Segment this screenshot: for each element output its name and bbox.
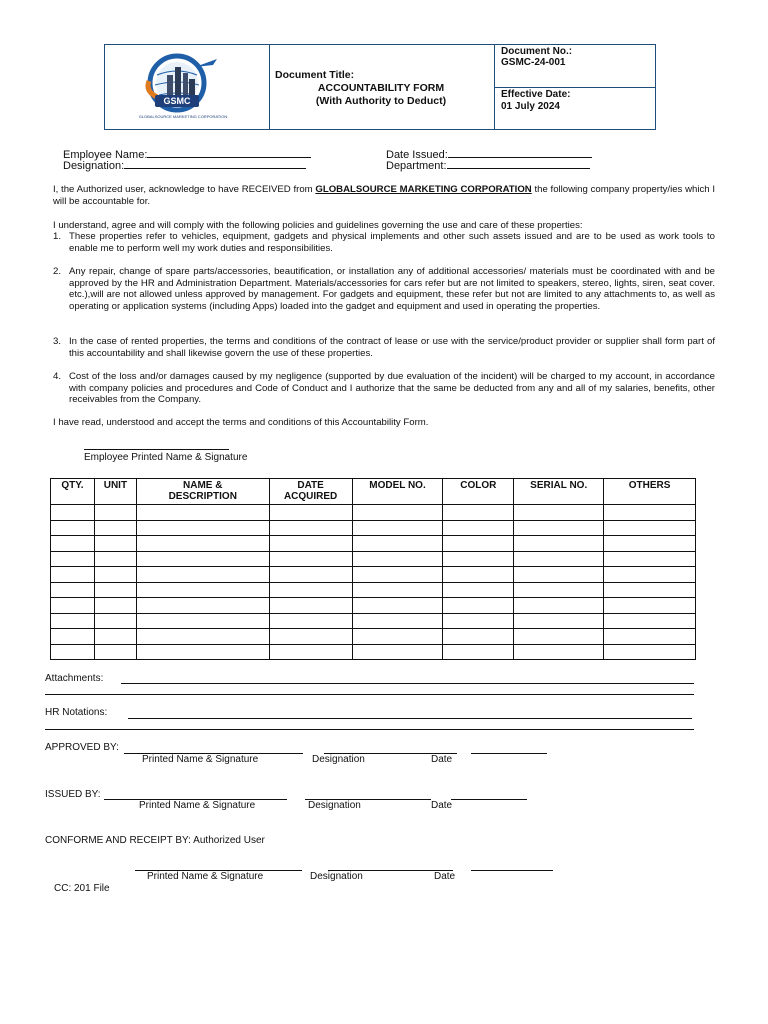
table-cell[interactable] [269, 567, 352, 583]
column-header: UNIT [94, 479, 136, 505]
company-logo [105, 45, 269, 129]
logo-subtext: GLOBALSOURCE MARKETING CORPORATION [138, 114, 228, 119]
table-cell[interactable] [51, 598, 95, 614]
column-header: SERIAL NO. [514, 479, 604, 505]
table-cell[interactable] [136, 551, 269, 567]
doc-no-label: Document No.: [501, 46, 573, 57]
column-header: NAME & DESCRIPTION [136, 479, 269, 505]
table-cell[interactable] [604, 536, 696, 552]
conforme-label: CONFORME AND RECEIPT BY: Authorized User [45, 835, 265, 846]
table-cell[interactable] [269, 505, 352, 521]
table-cell[interactable] [514, 536, 604, 552]
effective-date-value: 01 July 2024 [501, 101, 560, 112]
attachments-line-2[interactable] [45, 694, 694, 695]
table-cell[interactable] [136, 613, 269, 629]
understand-paragraph: I understand, agree and will comply with the following policies and guidelines governing the use and care of these properties: [53, 220, 583, 231]
approved-date-line[interactable] [471, 753, 547, 754]
table-cell[interactable] [352, 567, 443, 583]
table-cell[interactable] [269, 520, 352, 536]
table-cell[interactable] [352, 520, 443, 536]
table-cell[interactable] [443, 644, 514, 660]
issued-designation-caption: Designation [308, 800, 361, 811]
table-row [51, 520, 696, 536]
table-row [51, 551, 696, 567]
table-cell[interactable] [604, 551, 696, 567]
conforme-date-line[interactable] [471, 870, 553, 871]
approved-printed-name-caption: Printed Name & Signature [142, 754, 259, 765]
table-cell[interactable] [443, 536, 514, 552]
approved-date-caption: Date [431, 754, 453, 765]
policy-item-2: 2. Any repair, change of spare parts/accessories, beautification, or installation any of additional accessories/ materials must be coordinated with and be approved by the HR and Administration Department. Materials/accessories for cars refer but are not limited to speakers, stereo, lights, siren, seat cover. etc.),will are not allowed unless approved by management. For gadgets and equipment, these refer but not are limited to any attachments to, as well as operating or application systems (including Apps) loaded into the gadget and equipment and used in operating the properties. [53, 266, 715, 312]
logo-cell [105, 45, 270, 129]
doc-no-value: GSMC-24-001 [501, 57, 566, 68]
conforme-printed-name-caption: Printed Name & Signature [147, 871, 264, 882]
column-header: MODEL NO. [352, 479, 443, 505]
policy-item-4: 4. Cost of the loss and/or damages caused by my negligence (supported by due evaluation of the incident) will be charged to my account, in accordance with company policies and procedures and Code of Conduct and I authorize that the same be deducted from any and all of my salaries, benefits, other receivables from the Company. [53, 371, 715, 405]
logo-text: GSMC [163, 96, 191, 106]
table-cell[interactable] [604, 598, 696, 614]
table-cell[interactable] [352, 613, 443, 629]
table-cell[interactable] [604, 582, 696, 598]
table-cell[interactable] [443, 505, 514, 521]
table-cell[interactable] [443, 520, 514, 536]
table-cell[interactable] [94, 598, 136, 614]
table-cell[interactable] [443, 551, 514, 567]
table-cell[interactable] [443, 629, 514, 645]
table-cell[interactable] [136, 598, 269, 614]
table-cell[interactable] [604, 644, 696, 660]
column-header: QTY. [51, 479, 95, 505]
table-cell[interactable] [269, 613, 352, 629]
policy-item-1: 1. These properties refer to vehicles, equipment, gadgets and physical implements and other such assets issued and are to be used as work tools to enable me to perform well my work duties and responsibilities. [53, 231, 715, 254]
table-cell[interactable] [94, 613, 136, 629]
table-cell[interactable] [352, 505, 443, 521]
table-cell[interactable] [352, 551, 443, 567]
issued-date-line[interactable] [451, 799, 527, 800]
table-cell[interactable] [51, 613, 95, 629]
table-cell[interactable] [269, 644, 352, 660]
table-cell[interactable] [514, 629, 604, 645]
table-cell[interactable] [136, 536, 269, 552]
table-cell[interactable] [269, 598, 352, 614]
hr-notations-label: HR Notations: [45, 707, 108, 718]
table-row [51, 629, 696, 645]
document-header [104, 44, 656, 130]
intro-paragraph: I, the Authorized user, acknowledge to have RECEIVED from GLOBALSOURCE MARKETING CORPORATION the following company property/ies which I will be accountable for. [53, 184, 716, 207]
table-cell[interactable] [51, 567, 95, 583]
policy-item-3: 3. In the case of rented properties, the terms and conditions of the contract of lease or use with the service/product provider or supplier shall form part of this accountability and shall likewise govern the use of these properties. [53, 336, 715, 359]
cc-note: CC: 201 File [54, 883, 110, 894]
table-cell[interactable] [352, 644, 443, 660]
table-cell[interactable] [604, 629, 696, 645]
table-cell[interactable] [94, 505, 136, 521]
table-cell[interactable] [94, 629, 136, 645]
column-header: DATE ACQUIRED [269, 479, 352, 505]
doc-title: ACCOUNTABILITY FORM [317, 82, 445, 94]
effective-date-label: Effective Date: [501, 89, 571, 100]
table-cell[interactable] [51, 505, 95, 521]
table-cell[interactable] [514, 505, 604, 521]
table-cell[interactable] [136, 644, 269, 660]
attachments-label: Attachments: [45, 673, 104, 684]
table-cell[interactable] [514, 613, 604, 629]
read-statement: I have read, understood and accept the terms and conditions of this Accountability Form. [53, 417, 429, 428]
table-cell[interactable] [51, 551, 95, 567]
table-cell[interactable] [51, 644, 95, 660]
department-label: Department: [386, 160, 447, 172]
issued-by-label: ISSUED BY: [45, 789, 101, 800]
table-cell[interactable] [604, 613, 696, 629]
table-row [51, 536, 696, 552]
table-row [51, 613, 696, 629]
table-row [51, 598, 696, 614]
table-cell[interactable] [136, 629, 269, 645]
table-cell[interactable] [604, 505, 696, 521]
table-row [51, 505, 696, 521]
table-cell[interactable] [443, 613, 514, 629]
table-cell[interactable] [604, 567, 696, 583]
conforme-date-caption: Date [434, 871, 456, 882]
date-issued-label: Date Issued: [386, 149, 448, 161]
approved-designation-caption: Designation [312, 754, 365, 765]
table-cell[interactable] [94, 536, 136, 552]
table-cell[interactable] [94, 582, 136, 598]
table-cell[interactable] [94, 567, 136, 583]
attachments-line-1[interactable] [121, 683, 694, 684]
table-cell[interactable] [352, 582, 443, 598]
designation-field[interactable] [63, 159, 306, 172]
table-cell[interactable] [352, 598, 443, 614]
issued-date-caption: Date [431, 800, 453, 811]
table-row [51, 582, 696, 598]
table-cell[interactable] [51, 582, 95, 598]
column-header: COLOR [443, 479, 514, 505]
table-header-row [51, 479, 696, 505]
table-row [51, 567, 696, 583]
table-cell[interactable] [514, 551, 604, 567]
table-cell[interactable] [269, 629, 352, 645]
table-cell[interactable] [443, 582, 514, 598]
doc-subtitle: (With Authority to Deduct) [315, 95, 447, 107]
table-cell[interactable] [514, 598, 604, 614]
table-cell[interactable] [136, 567, 269, 583]
table-cell[interactable] [51, 629, 95, 645]
table-cell[interactable] [136, 520, 269, 536]
table-cell[interactable] [352, 536, 443, 552]
doc-title-label: Document Title: [275, 69, 355, 81]
issued-printed-name-caption: Printed Name & Signature [139, 800, 256, 811]
company-name: GLOBALSOURCE MARKETING CORPORATION [315, 184, 532, 195]
table-cell[interactable] [269, 551, 352, 567]
table-cell[interactable] [352, 629, 443, 645]
table-cell[interactable] [514, 567, 604, 583]
table-cell[interactable] [514, 520, 604, 536]
employee-signature-caption: Employee Printed Name & Signature [84, 452, 248, 463]
table-cell[interactable] [94, 551, 136, 567]
hr-notations-line-1[interactable] [128, 718, 692, 719]
doc-meta-cell [494, 45, 656, 129]
designation-label: Designation: [63, 160, 125, 172]
table-cell[interactable] [94, 520, 136, 536]
table-cell[interactable] [51, 536, 95, 552]
table-cell[interactable] [269, 536, 352, 552]
property-table [50, 478, 696, 660]
table-cell[interactable] [514, 644, 604, 660]
table-cell[interactable] [51, 520, 95, 536]
table-cell[interactable] [269, 582, 352, 598]
conforme-designation-caption: Designation [310, 871, 363, 882]
table-cell[interactable] [443, 598, 514, 614]
hr-notations-line-2[interactable] [45, 729, 694, 730]
table-row [51, 644, 696, 660]
table-cell[interactable] [514, 582, 604, 598]
table-cell[interactable] [136, 582, 269, 598]
table-cell[interactable] [94, 644, 136, 660]
table-cell[interactable] [136, 505, 269, 521]
approved-by-label: APPROVED BY: [45, 742, 119, 753]
employee-signature-line[interactable] [84, 449, 229, 450]
table-cell[interactable] [604, 520, 696, 536]
column-header: OTHERS [604, 479, 696, 505]
table-cell[interactable] [443, 567, 514, 583]
department-field[interactable] [386, 159, 590, 172]
employee-name-label: Employee Name: [63, 149, 148, 161]
